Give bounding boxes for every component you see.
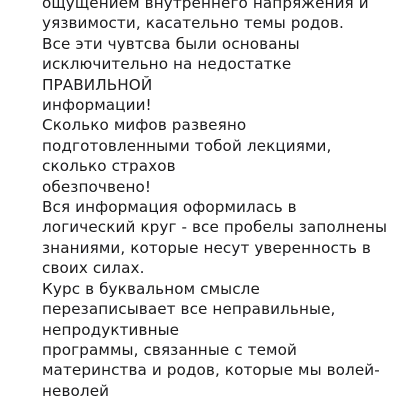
message-line: уязвимости, касательно темы родов. [42, 14, 344, 33]
message-line: обезпочвено! [42, 177, 152, 196]
message-line: логический круг - все пробелы заполнены [42, 218, 388, 237]
message-line: Вся информация оформилась в [42, 198, 297, 217]
message-line: ПРАВИЛЬНОЙ [42, 75, 153, 94]
message-line: ощущением внутреннего напряжения и [42, 0, 369, 12]
message-line: Все эти чувтсва были основаны [42, 34, 300, 53]
message-line: материнства и родов, которые мы волей- [42, 361, 380, 380]
message-line: подготовленными тобой лекциями, [42, 136, 332, 155]
message-line: сколько страхов [42, 157, 176, 176]
message-line: Сколько мифов развеяно [42, 116, 247, 135]
message-line: исключительно на недостатке [42, 55, 292, 74]
message-text [42, 0, 392, 400]
message-line: непродуктивные [42, 320, 180, 339]
message-line: Курс в буквальном смысле [42, 279, 260, 298]
message-line: программы, связанные с темой [42, 340, 297, 359]
message-line: перезаписывает все неправильные, [42, 300, 336, 319]
message-line: информации! [42, 96, 152, 115]
message-line: своих силах. [42, 259, 145, 278]
message-line: знаниями, которые несут уверенность в [42, 238, 371, 257]
message-line: неволей [42, 381, 110, 400]
